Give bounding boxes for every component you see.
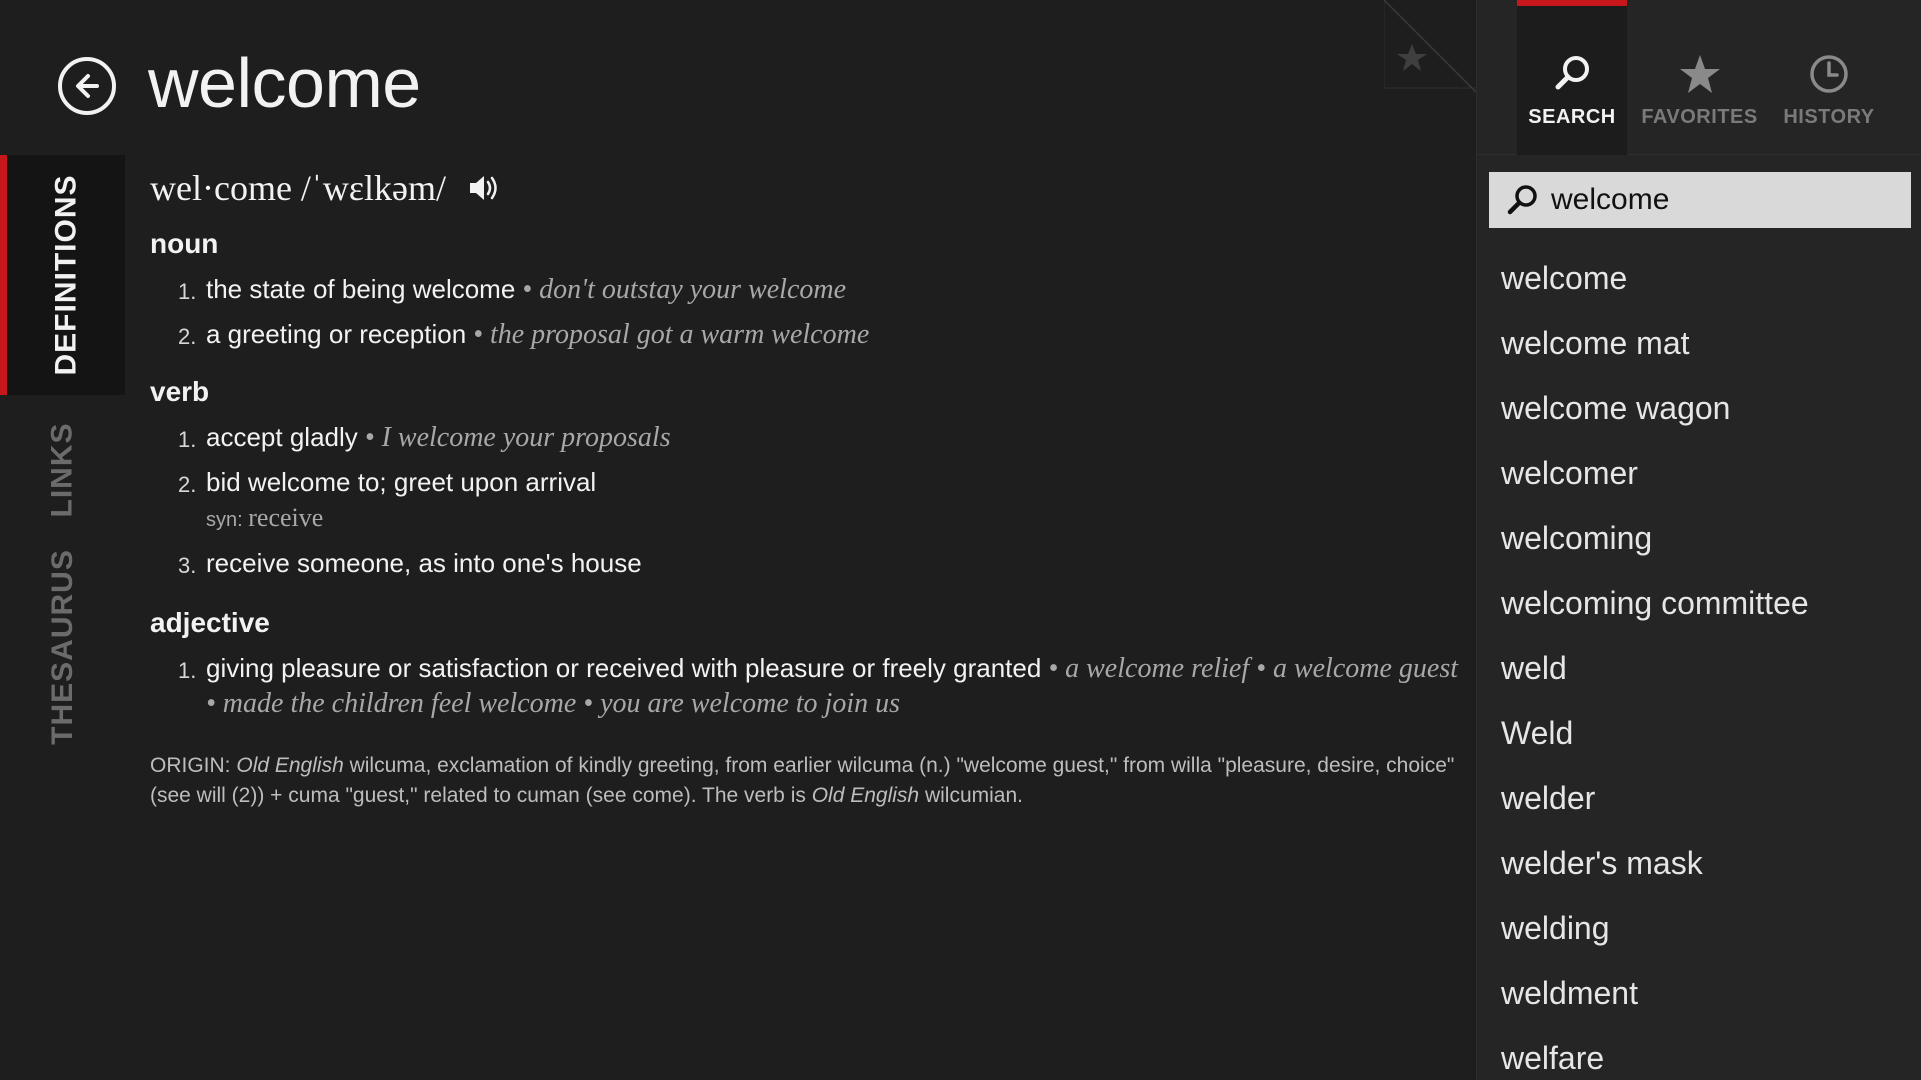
sense-item [178,317,1460,354]
tab-definitions[interactable] [0,155,125,395]
etymology [150,751,1460,811]
result-item[interactable]: welder's mask [1501,845,1703,881]
tab-favorites[interactable] [1637,0,1762,155]
sense-number: 3. [178,553,197,578]
sense-example: • I welcome your proposals [357,422,671,453]
result-item[interactable]: welder [1501,780,1596,816]
sense-definition: accept gladly [206,422,358,452]
sense-body [206,317,1460,354]
result-item[interactable]: Weld [1501,715,1574,751]
sense-number: 2. [178,324,197,349]
sense-example: • the proposal got a warm welcome [466,319,870,350]
headword-pronunciation: wel·come /ˈwɛlkəm/ [150,168,447,208]
result-item[interactable]: welfare [1501,1040,1605,1076]
search-icon [1505,182,1541,218]
back-button[interactable] [58,57,116,115]
part-of-speech-adjective: adjective [150,607,270,638]
sense-number: 2. [178,472,197,497]
results-list [1501,252,1911,1080]
tab-thesaurus[interactable] [0,547,125,747]
search-input[interactable] [1551,183,1901,217]
tab-history[interactable] [1769,0,1889,155]
sense-definition: receive someone, as into one's house [206,548,642,578]
sense-body [206,272,1460,309]
sense-item [178,272,1460,309]
tab-links-label: LINKS [45,422,79,518]
result-item[interactable]: welcome [1501,260,1628,296]
sense-definition: a greeting or reception [206,319,467,349]
part-of-speech-noun: noun [150,228,219,259]
tab-links[interactable] [0,405,125,535]
sense-item [178,465,1460,538]
result-item[interactable]: welding [1501,910,1610,946]
synonym-label: syn: [206,509,243,531]
panel-tab-bar [1477,0,1921,155]
headword-line [150,160,1460,216]
origin-language: Old English [236,754,344,777]
sense-number: 1. [178,658,197,683]
add-favorite-button[interactable] [1384,0,1476,92]
tab-definitions-label: DEFINITIONS [49,174,83,376]
tab-search[interactable] [1517,0,1627,155]
tab-history-label: HISTORY [1783,106,1875,128]
origin-text: wilcuma, exclamation of kindly greeting, from earlier wilcuma (n.) "welcome guest," from willa "pleasure, desire, choice" (see will (2)) + cuma "guest," related to cuman (see come). The verb is [150,754,1455,807]
vertical-tab-bar [0,155,125,747]
sense-definition: the state of being welcome [206,274,516,304]
search-icon [1550,52,1594,96]
result-item[interactable]: welcoming committee [1501,585,1809,621]
search-panel [1476,0,1921,1080]
tab-search-label: SEARCH [1528,106,1616,128]
speaker-icon [466,169,504,207]
result-item[interactable]: welcome wagon [1501,390,1731,426]
synonym-link[interactable]: receive [248,503,324,532]
star-icon [1678,52,1722,96]
sense-body [206,420,1460,457]
origin-language: Old English [811,784,920,807]
result-item[interactable]: weldment [1501,975,1638,1011]
arrow-left-icon [72,71,102,101]
play-audio-button[interactable] [466,169,504,207]
sense-number: 1. [178,279,197,304]
sense-number: 1. [178,427,197,452]
star-corner-icon [1384,0,1476,92]
tab-favorites-label: FAVORITES [1641,106,1758,128]
sense-body [206,651,1460,721]
result-item[interactable]: welcoming [1501,520,1653,556]
sense-item [178,651,1460,721]
sense-item [178,420,1460,457]
sense-example: • a welcome relief • a welcome guest • made the children feel welcome • you are welcome to join us [206,653,1459,719]
origin-text: wilcumian. [924,784,1023,807]
dictionary-entry [150,160,1460,811]
result-item[interactable]: welcomer [1501,455,1638,491]
sense-definition: giving pleasure or satisfaction or received with pleasure or freely granted [206,653,1042,683]
part-of-speech-verb: verb [150,376,210,407]
tab-thesaurus-label: THESAURUS [45,549,79,745]
sense-definition: bid welcome to; greet upon arrival [206,467,597,497]
synonym-line [206,500,1460,538]
clock-icon [1807,52,1851,96]
page-title: welcome [148,44,421,122]
sense-body [206,546,1460,583]
search-field[interactable] [1489,172,1911,228]
sense-body [206,465,1460,538]
result-item[interactable]: welcome mat [1501,325,1690,361]
result-item[interactable]: weld [1501,650,1567,686]
origin-label: ORIGIN: [150,754,231,777]
sense-example: • don't outstay your welcome [515,274,847,305]
sense-item [178,546,1460,583]
